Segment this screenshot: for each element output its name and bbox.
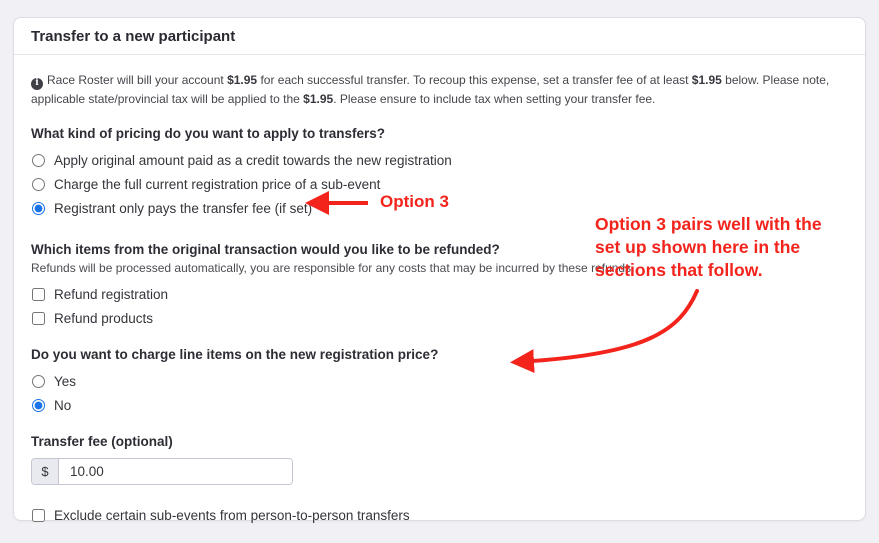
line-items-no-option[interactable] [31, 393, 848, 417]
exclude-sub-events-label: Exclude certain sub-events from person-to-person transfers [54, 507, 410, 523]
info-icon: i [31, 78, 43, 90]
line-items-yes-label: Yes [54, 373, 77, 389]
pricing-option-transfer-fee-only-label: Registrant only pays the transfer fee (if set) [54, 200, 313, 216]
refund-products-checkbox[interactable] [32, 312, 45, 325]
info-text: below. Please note, applicable state/provincial tax will be applied to the [31, 73, 830, 106]
info-text: for each successful transfer. To recoup this expense, set a transfer fee of at least [257, 73, 692, 87]
refund-products-label: Refund products [54, 310, 154, 326]
currency-symbol: $ [32, 459, 59, 484]
pricing-option-transfer-fee-only-radio[interactable] [32, 202, 45, 215]
line-items-yes-radio[interactable] [32, 375, 45, 388]
line-items-question: Do you want to charge line items on the new registration price? [31, 347, 439, 362]
line-items-no-radio[interactable] [32, 399, 45, 412]
line-items-yes-option[interactable] [31, 369, 848, 393]
billing-info-note [31, 71, 848, 109]
page-title: Transfer to a new participant [31, 27, 236, 45]
pricing-option-credit-label: Apply original amount paid as a credit towards the new registration [54, 152, 452, 168]
pricing-question: What kind of pricing do you want to apply to transfers? [31, 126, 386, 141]
pricing-option-credit-radio[interactable] [32, 154, 45, 167]
pricing-option-full-price-radio[interactable] [32, 178, 45, 191]
pricing-option-credit[interactable] [31, 148, 848, 172]
info-amount: $1.95 [303, 92, 334, 106]
line-items-no-label: No [54, 397, 72, 413]
refund-registration-checkbox[interactable] [32, 288, 45, 301]
transfer-settings-card [13, 17, 866, 521]
exclude-sub-events-option[interactable] [31, 503, 848, 527]
refunds-question: Which items from the original transaction would you like to be refunded? [31, 242, 500, 257]
pricing-option-full-price-label: Charge the full current registration price of a sub-event [54, 176, 381, 192]
card-header [14, 18, 865, 55]
pricing-option-full-price[interactable] [31, 172, 848, 196]
pricing-option-transfer-fee-only[interactable] [31, 196, 848, 220]
transfer-fee-input[interactable] [59, 459, 292, 484]
transfer-fee-label: Transfer fee (optional) [31, 434, 173, 449]
refunds-note: Refunds will be processed automatically, you are responsible for any costs that may be incurred by these refunds. [31, 261, 635, 275]
option3-callout: Option 3 [380, 192, 449, 211]
transfer-fee-input-group [31, 458, 293, 485]
exclude-sub-events-checkbox[interactable] [32, 509, 45, 522]
refund-registration-option[interactable] [31, 282, 848, 306]
info-text: Race Roster will bill your account [47, 73, 228, 87]
info-amount: $1.95 [691, 73, 722, 87]
refund-products-option[interactable] [31, 306, 848, 330]
card-body [14, 71, 865, 543]
pairing-note-line: sections that follow. [595, 260, 763, 280]
pairing-note-line: set up shown here in the [595, 237, 801, 257]
info-amount: $1.95 [227, 73, 258, 87]
pairing-note-line: Option 3 pairs well with the [595, 214, 822, 234]
info-text: . Please ensure to include tax when setting your transfer fee. [333, 92, 656, 106]
refund-registration-label: Refund registration [54, 286, 169, 302]
